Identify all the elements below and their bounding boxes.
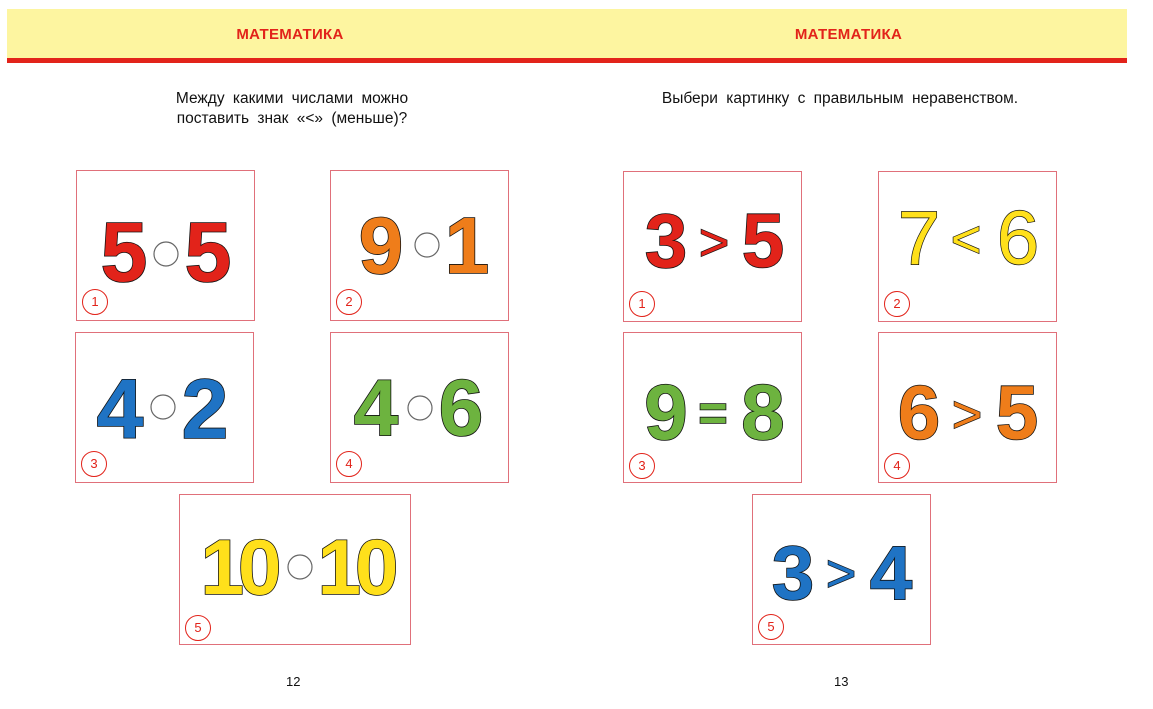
left-task-prompt-line2: поставить знак «<» (меньше)? bbox=[176, 110, 408, 127]
left-card-4-sign-slot[interactable] bbox=[408, 396, 432, 420]
right-card-3-number-a: 9 bbox=[644, 368, 688, 456]
right-header-divider bbox=[570, 58, 1127, 63]
left-card-4-number-badge: 4 bbox=[336, 451, 362, 477]
left-card-2-number-badge: 2 bbox=[336, 289, 362, 315]
left-card-5-number-b: 10 bbox=[317, 523, 393, 611]
left-card-5[interactable] bbox=[179, 494, 411, 645]
right-card-4-operator: > bbox=[951, 386, 983, 444]
left-card-2-sign-slot[interactable] bbox=[415, 233, 439, 257]
right-page-number: 13 bbox=[834, 674, 849, 689]
left-card-3-sign-slot[interactable] bbox=[151, 395, 175, 419]
right-card-5[interactable] bbox=[752, 494, 931, 645]
left-card-3-number-a: 4 bbox=[96, 362, 144, 456]
left-card-4-number-a: 4 bbox=[353, 363, 399, 452]
left-card-1[interactable] bbox=[76, 170, 255, 321]
left-page-header bbox=[7, 9, 573, 59]
right-card-2-operator: < bbox=[950, 211, 982, 269]
left-page-title: МАТЕМАТИКА bbox=[236, 26, 344, 43]
right-card-5-number-b: 4 bbox=[869, 531, 913, 616]
right-card-3-operator: = bbox=[698, 385, 728, 441]
right-card-2-number-badge: 2 bbox=[884, 291, 910, 317]
right-card-4-number-a: 6 bbox=[897, 371, 941, 456]
right-card-1-operator: > bbox=[698, 214, 730, 272]
right-card-3[interactable] bbox=[623, 332, 802, 483]
right-card-1-number-badge: 1 bbox=[629, 291, 655, 317]
left-card-3[interactable] bbox=[75, 332, 254, 483]
left-card-2-number-a: 9 bbox=[358, 201, 404, 290]
left-card-1-number-a: 5 bbox=[100, 205, 148, 299]
left-card-5-expression bbox=[180, 495, 412, 646]
right-card-5-number-a: 3 bbox=[771, 531, 815, 616]
left-card-5-sign-slot[interactable] bbox=[288, 555, 312, 579]
left-page-number: 12 bbox=[286, 674, 301, 689]
left-header-divider bbox=[7, 58, 570, 63]
right-card-4-number-badge: 4 bbox=[884, 453, 910, 479]
right-card-5-operator: > bbox=[825, 545, 857, 603]
left-card-5-number-badge: 5 bbox=[185, 615, 211, 641]
right-card-1-number-b: 5 bbox=[741, 199, 785, 284]
right-card-4[interactable] bbox=[878, 332, 1057, 483]
left-card-1-sign-slot[interactable] bbox=[154, 242, 178, 266]
right-card-4-number-b: 5 bbox=[995, 371, 1039, 456]
right-card-3-number-badge: 3 bbox=[629, 453, 655, 479]
left-card-1-number-b: 5 bbox=[184, 205, 232, 299]
left-task-prompt bbox=[110, 89, 474, 129]
left-card-4-number-b: 6 bbox=[438, 363, 484, 452]
right-card-3-number-b: 8 bbox=[741, 368, 785, 456]
right-card-2[interactable] bbox=[878, 171, 1057, 322]
left-card-3-number-badge: 3 bbox=[81, 451, 107, 477]
left-card-3-number-b: 2 bbox=[181, 362, 229, 456]
right-task-prompt: Выбери картинку с правильным неравенством. bbox=[661, 90, 1019, 107]
right-page-title: МАТЕМАТИКА bbox=[794, 26, 903, 43]
left-card-5-number-a: 10 bbox=[200, 523, 276, 611]
left-card-2[interactable] bbox=[330, 170, 509, 321]
left-task-prompt-line1: Между какими числами можно bbox=[175, 90, 409, 107]
right-card-1[interactable] bbox=[623, 171, 802, 322]
left-card-2-number-b: 1 bbox=[444, 201, 490, 290]
right-card-2-number-a: 7 bbox=[897, 196, 941, 281]
left-card-1-number-badge: 1 bbox=[82, 289, 108, 315]
right-card-5-number-badge: 5 bbox=[758, 614, 784, 640]
right-card-2-number-b: 6 bbox=[996, 196, 1040, 281]
right-card-1-number-a: 3 bbox=[644, 199, 688, 284]
left-card-4[interactable] bbox=[330, 332, 509, 483]
right-page-header bbox=[570, 9, 1127, 59]
